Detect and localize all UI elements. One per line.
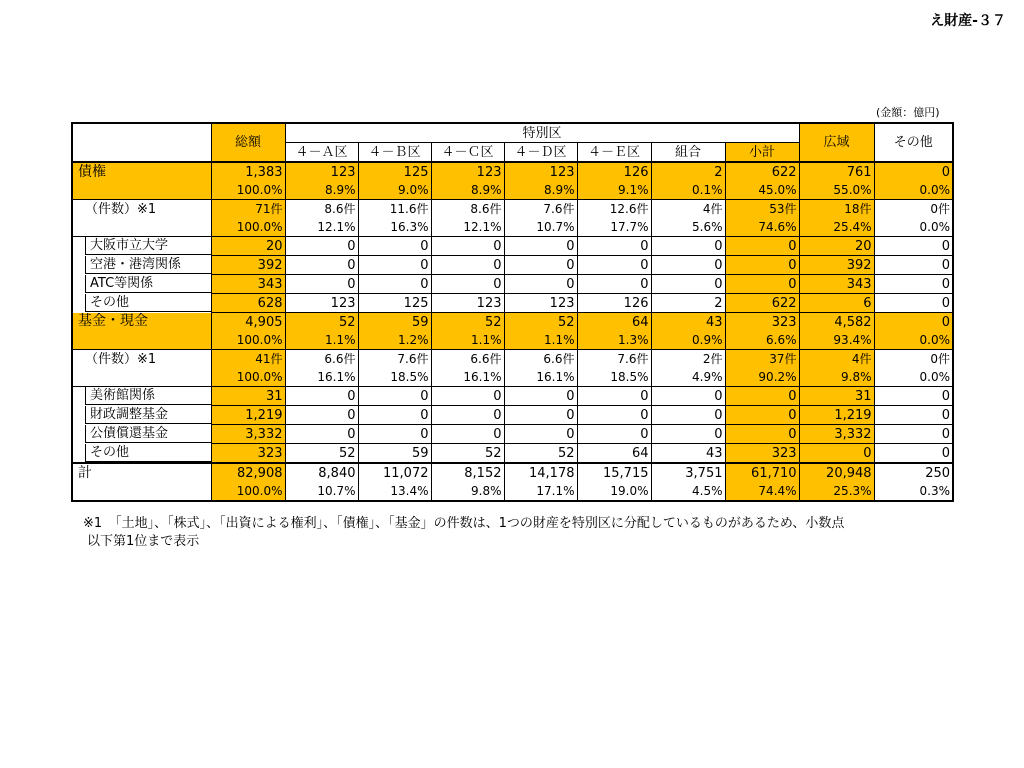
kikin-count-share-row [72, 368, 953, 387]
saiken-sub-1-ward-4d: 0 [504, 237, 577, 256]
kikin-sub-2-other: 0 [874, 406, 953, 425]
saiken-sub-1-wide: 20 [799, 237, 874, 256]
kikin-amount-ward-4a: 52 [285, 313, 358, 332]
kikin-count-label: （件数）※1 [85, 351, 157, 367]
header-ward-4b: ４－Ｂ区 [358, 143, 431, 163]
saiken-share-row [72, 181, 953, 200]
kikin-share-ward-4b: 1.2% [358, 331, 431, 350]
grand-total-share-ward-4e: 19.0% [577, 482, 651, 501]
kikin-sub-2-row [72, 406, 953, 425]
kikin-sub-3-ward-4d: 0 [504, 425, 577, 444]
saiken-count-other: 0件 [874, 200, 953, 219]
saiken-sub-3-other: 0 [874, 275, 953, 294]
saiken-amount-label-cell [72, 162, 211, 181]
saiken-sub-3-label-cell [72, 275, 211, 294]
grand-total-share-other: 0.3% [874, 482, 953, 501]
kikin-sub-3-ward-4b: 0 [358, 425, 431, 444]
header-total: 総額 [211, 123, 285, 162]
saiken-sub-1-total: 20 [211, 237, 285, 256]
kikin-sub-2-label-cell [72, 406, 211, 425]
kikin-count-share-ward-4b: 18.5% [358, 368, 431, 387]
kikin-amount-label-cell [72, 313, 211, 332]
kikin-share-ward-4a: 1.1% [285, 331, 358, 350]
saiken-share-label-cell [72, 181, 211, 200]
header-ward-4a: ４－Ａ区 [285, 143, 358, 163]
saiken-sub-1-union: 0 [651, 237, 725, 256]
kikin-sub-3-ward-4a: 0 [285, 425, 358, 444]
saiken-sub-4-wide: 6 [799, 294, 874, 313]
kikin-amount-total: 4,905 [211, 313, 285, 332]
saiken-sub-2-total: 392 [211, 256, 285, 275]
kikin-sub-3-ward-4c: 0 [431, 425, 504, 444]
kikin-sub-1-row [72, 387, 953, 406]
saiken-count-row [72, 200, 953, 219]
kikin-sub-1-total: 31 [211, 387, 285, 406]
kikin-sub-1-ward-4a: 0 [285, 387, 358, 406]
kikin-sub-1-ward-4c: 0 [431, 387, 504, 406]
kikin-count-share-ward-4a: 16.1% [285, 368, 358, 387]
saiken-sub-4-row [72, 294, 953, 313]
kikin-count-share-total: 100.0% [211, 368, 285, 387]
kikin-count-share-union: 4.9% [651, 368, 725, 387]
kikin-count-wide: 4件 [799, 350, 874, 369]
grand-total-ward-4a: 8,840 [285, 463, 358, 482]
saiken-amount-other: 0 [874, 162, 953, 181]
saiken-sub-4-union: 2 [651, 294, 725, 313]
grand-total-union: 3,751 [651, 463, 725, 482]
grand-total-total: 82,908 [211, 463, 285, 482]
saiken-count-ward-4e: 12.6件 [577, 200, 651, 219]
unit-note: (金額：億円) [876, 106, 940, 119]
saiken-sub-2-ward-4c: 0 [431, 256, 504, 275]
kikin-share-ward-4c: 1.1% [431, 331, 504, 350]
saiken-sub-4-other: 0 [874, 294, 953, 313]
kikin-amount-ward-4e: 64 [577, 313, 651, 332]
grand-total-ward-4b: 11,072 [358, 463, 431, 482]
saiken-count-wide: 18件 [799, 200, 874, 219]
kikin-share-other: 0.0% [874, 331, 953, 350]
saiken-count-ward-4c: 8.6件 [431, 200, 504, 219]
kikin-count-ward-4b: 7.6件 [358, 350, 431, 369]
saiken-amount-ward-4a: 123 [285, 162, 358, 181]
grand-total-share-subtotal: 74.4% [725, 482, 799, 501]
saiken-sub-2-row [72, 256, 953, 275]
kikin-sub-2-wide: 1,219 [799, 406, 874, 425]
kikin-sub-3-ward-4e: 0 [577, 425, 651, 444]
kikin-sub-2-ward-4e: 0 [577, 406, 651, 425]
kikin-sub-1-ward-4d: 0 [504, 387, 577, 406]
saiken-sub-3-total: 343 [211, 275, 285, 294]
saiken-sub-4-subtotal: 622 [725, 294, 799, 313]
saiken-share-other: 0.0% [874, 181, 953, 200]
saiken-sub-1-row [72, 237, 953, 256]
kikin-sub-4-label: その他 [85, 444, 211, 462]
saiken-sub-4-total: 628 [211, 294, 285, 313]
saiken-count-label: （件数）※1 [85, 201, 157, 217]
saiken-count-total: 71件 [211, 200, 285, 219]
saiken-sub-4-label: その他 [85, 294, 211, 312]
kikin-share-ward-4e: 1.3% [577, 331, 651, 350]
grand-total-other: 250 [874, 463, 953, 482]
saiken-sub-4-ward-4e: 126 [577, 294, 651, 313]
saiken-share-ward-4a: 8.9% [285, 181, 358, 200]
kikin-amount-row [72, 313, 953, 332]
saiken-share-ward-4e: 9.1% [577, 181, 651, 200]
kikin-sub-1-other: 0 [874, 387, 953, 406]
header-special-ward: 特別区 [285, 123, 799, 143]
kikin-sub-4-total: 323 [211, 444, 285, 464]
kikin-sub-4-ward-4d: 52 [504, 444, 577, 464]
saiken-amount-union: 2 [651, 162, 725, 181]
saiken-sub-2-ward-4b: 0 [358, 256, 431, 275]
saiken-share-union: 0.1% [651, 181, 725, 200]
saiken-count-ward-4d: 7.6件 [504, 200, 577, 219]
kikin-sub-3-label: 公債償還基金 [85, 425, 211, 443]
kikin-share-label-cell [72, 331, 211, 350]
kikin-sub-1-label: 美術館関係 [85, 387, 211, 405]
kikin-amount-wide: 4,582 [799, 313, 874, 332]
kikin-sub-2-total: 1,219 [211, 406, 285, 425]
kikin-amount-label: 基金・現金 [78, 313, 148, 330]
grand-total-share-ward-4a: 10.7% [285, 482, 358, 501]
header-ward-4d: ４－Ｄ区 [504, 143, 577, 163]
kikin-sub-2-ward-4a: 0 [285, 406, 358, 425]
saiken-amount-subtotal: 622 [725, 162, 799, 181]
saiken-count-share-row [72, 218, 953, 237]
saiken-sub-4-ward-4b: 125 [358, 294, 431, 313]
header-corner [72, 123, 211, 162]
kikin-sub-4-label-cell [72, 444, 211, 464]
page-number: え財産-３７ [930, 13, 1006, 29]
saiken-sub-1-ward-4c: 0 [431, 237, 504, 256]
kikin-amount-ward-4c: 52 [431, 313, 504, 332]
kikin-sub-4-ward-4b: 59 [358, 444, 431, 464]
saiken-sub-2-label-cell [72, 256, 211, 275]
saiken-sub-3-row [72, 275, 953, 294]
grand-total-ward-4d: 14,178 [504, 463, 577, 482]
saiken-count-ward-4b: 11.6件 [358, 200, 431, 219]
saiken-amount-ward-4b: 125 [358, 162, 431, 181]
kikin-share-subtotal: 6.6% [725, 331, 799, 350]
kikin-count-share-label-cell [72, 368, 211, 387]
saiken-sub-3-union: 0 [651, 275, 725, 294]
saiken-sub-2-subtotal: 0 [725, 256, 799, 275]
kikin-sub-3-other: 0 [874, 425, 953, 444]
saiken-count-share-union: 5.6% [651, 218, 725, 237]
saiken-sub-2-wide: 392 [799, 256, 874, 275]
kikin-sub-3-total: 3,332 [211, 425, 285, 444]
kikin-sub-2-label: 財政調整基金 [85, 406, 211, 424]
saiken-count-share-other: 0.0% [874, 218, 953, 237]
kikin-count-label-cell [72, 350, 211, 369]
saiken-sub-3-subtotal: 0 [725, 275, 799, 294]
grand-total-share-row [72, 482, 953, 501]
saiken-count-share-ward-4e: 17.7% [577, 218, 651, 237]
header-other: その他 [874, 123, 953, 162]
kikin-sub-1-label-cell [72, 387, 211, 406]
kikin-sub-1-union: 0 [651, 387, 725, 406]
kikin-count-ward-4a: 6.6件 [285, 350, 358, 369]
grand-total-share-ward-4c: 9.8% [431, 482, 504, 501]
saiken-sub-1-ward-4b: 0 [358, 237, 431, 256]
kikin-sub-4-subtotal: 323 [725, 444, 799, 464]
saiken-sub-4-ward-4a: 123 [285, 294, 358, 313]
kikin-share-ward-4d: 1.1% [504, 331, 577, 350]
grand-total-wide: 20,948 [799, 463, 874, 482]
grand-total-ward-4e: 15,715 [577, 463, 651, 482]
grand-total-share-wide: 25.3% [799, 482, 874, 501]
kikin-count-ward-4c: 6.6件 [431, 350, 504, 369]
kikin-sub-1-wide: 31 [799, 387, 874, 406]
grand-total-row [72, 463, 953, 482]
footnote [83, 515, 963, 551]
saiken-sub-4-ward-4d: 123 [504, 294, 577, 313]
saiken-count-union: 4件 [651, 200, 725, 219]
kikin-count-row [72, 350, 953, 369]
saiken-share-total: 100.0% [211, 181, 285, 200]
saiken-amount-ward-4e: 126 [577, 162, 651, 181]
header-subtotal: 小計 [725, 143, 799, 163]
saiken-sub-3-wide: 343 [799, 275, 874, 294]
saiken-amount-wide: 761 [799, 162, 874, 181]
saiken-sub-2-union: 0 [651, 256, 725, 275]
kikin-amount-ward-4d: 52 [504, 313, 577, 332]
saiken-sub-1-other: 0 [874, 237, 953, 256]
saiken-amount-row [72, 162, 953, 181]
grand-total-ward-4c: 8,152 [431, 463, 504, 482]
saiken-sub-1-ward-4e: 0 [577, 237, 651, 256]
kikin-sub-4-ward-4c: 52 [431, 444, 504, 464]
saiken-sub-3-ward-4d: 0 [504, 275, 577, 294]
kikin-amount-subtotal: 323 [725, 313, 799, 332]
saiken-count-share-label-cell [72, 218, 211, 237]
kikin-count-other: 0件 [874, 350, 953, 369]
header-ward-4c: ４－Ｃ区 [431, 143, 504, 163]
saiken-count-share-wide: 25.4% [799, 218, 874, 237]
kikin-sub-4-other: 0 [874, 444, 953, 464]
saiken-sub-2-other: 0 [874, 256, 953, 275]
kikin-sub-3-union: 0 [651, 425, 725, 444]
grand-total-share-ward-4b: 13.4% [358, 482, 431, 501]
saiken-share-subtotal: 45.0% [725, 181, 799, 200]
saiken-sub-3-label: ATC等関係 [85, 275, 211, 293]
kikin-count-share-ward-4e: 18.5% [577, 368, 651, 387]
kikin-sub-1-ward-4b: 0 [358, 387, 431, 406]
grand-total-subtotal: 61,710 [725, 463, 799, 482]
saiken-amount-ward-4c: 123 [431, 162, 504, 181]
saiken-amount-total: 1,383 [211, 162, 285, 181]
kikin-amount-ward-4b: 59 [358, 313, 431, 332]
saiken-sub-3-ward-4e: 0 [577, 275, 651, 294]
kikin-share-row [72, 331, 953, 350]
saiken-sub-1-subtotal: 0 [725, 237, 799, 256]
kikin-count-total: 41件 [211, 350, 285, 369]
kikin-count-subtotal: 37件 [725, 350, 799, 369]
saiken-sub-3-ward-4a: 0 [285, 275, 358, 294]
saiken-sub-2-ward-4d: 0 [504, 256, 577, 275]
saiken-sub-2-ward-4e: 0 [577, 256, 651, 275]
grand-total-label: 計 [78, 464, 92, 481]
saiken-count-ward-4a: 8.6件 [285, 200, 358, 219]
saiken-share-wide: 55.0% [799, 181, 874, 200]
grand-total-share-ward-4d: 17.1% [504, 482, 577, 501]
kikin-sub-4-row [72, 444, 953, 464]
finance-table [71, 122, 954, 502]
saiken-count-share-ward-4b: 16.3% [358, 218, 431, 237]
kikin-sub-2-ward-4c: 0 [431, 406, 504, 425]
saiken-count-label-cell [72, 200, 211, 219]
kikin-sub-4-ward-4a: 52 [285, 444, 358, 464]
kikin-count-ward-4d: 6.6件 [504, 350, 577, 369]
kikin-sub-3-label-cell [72, 425, 211, 444]
saiken-sub-4-ward-4c: 123 [431, 294, 504, 313]
kikin-count-share-subtotal: 90.2% [725, 368, 799, 387]
saiken-share-ward-4b: 9.0% [358, 181, 431, 200]
saiken-sub-3-ward-4c: 0 [431, 275, 504, 294]
kikin-count-share-wide: 9.8% [799, 368, 874, 387]
saiken-sub-3-ward-4b: 0 [358, 275, 431, 294]
saiken-count-share-subtotal: 74.6% [725, 218, 799, 237]
saiken-amount-ward-4d: 123 [504, 162, 577, 181]
saiken-share-ward-4d: 8.9% [504, 181, 577, 200]
kikin-count-share-ward-4d: 16.1% [504, 368, 577, 387]
kikin-sub-1-subtotal: 0 [725, 387, 799, 406]
saiken-sub-1-label: 大阪市立大学 [85, 237, 211, 255]
saiken-sub-1-label-cell [72, 237, 211, 256]
grand-total-share-union: 4.5% [651, 482, 725, 501]
header-ward-4e: ４－Ｅ区 [577, 143, 651, 163]
saiken-count-share-ward-4d: 10.7% [504, 218, 577, 237]
kikin-sub-3-wide: 3,332 [799, 425, 874, 444]
kikin-amount-other: 0 [874, 313, 953, 332]
kikin-count-share-other: 0.0% [874, 368, 953, 387]
saiken-count-subtotal: 53件 [725, 200, 799, 219]
kikin-share-total: 100.0% [211, 331, 285, 350]
saiken-count-share-ward-4c: 12.1% [431, 218, 504, 237]
kikin-sub-4-union: 43 [651, 444, 725, 464]
kikin-share-union: 0.9% [651, 331, 725, 350]
saiken-sub-2-ward-4a: 0 [285, 256, 358, 275]
kikin-share-wide: 93.4% [799, 331, 874, 350]
grand-total-share-label-cell [72, 482, 211, 501]
kikin-count-share-ward-4c: 16.1% [431, 368, 504, 387]
kikin-sub-2-union: 0 [651, 406, 725, 425]
saiken-share-ward-4c: 8.9% [431, 181, 504, 200]
kikin-sub-3-row [72, 425, 953, 444]
kikin-sub-3-subtotal: 0 [725, 425, 799, 444]
header-union: 組合 [651, 143, 725, 163]
kikin-sub-2-ward-4b: 0 [358, 406, 431, 425]
kikin-sub-2-ward-4d: 0 [504, 406, 577, 425]
kikin-amount-union: 43 [651, 313, 725, 332]
saiken-count-share-total: 100.0% [211, 218, 285, 237]
kikin-sub-4-wide: 0 [799, 444, 874, 464]
saiken-sub-2-label: 空港・港湾関係 [85, 256, 211, 274]
header-wide: 広域 [799, 123, 874, 162]
saiken-sub-4-label-cell [72, 294, 211, 313]
footnote-line-1: ※1 「土地」、「株式」、「出資による権利」、「債権」、「基金」の件数は、1つの財産を特別区に分配しているものがあるため、小数点 [83, 516, 845, 531]
footnote-line-2: 以下第1位まで表示 [87, 534, 200, 549]
grand-total-label-cell [72, 463, 211, 482]
saiken-amount-label: 債権 [78, 163, 106, 180]
grand-total-share-total: 100.0% [211, 482, 285, 501]
kikin-sub-2-subtotal: 0 [725, 406, 799, 425]
kikin-count-ward-4e: 7.6件 [577, 350, 651, 369]
saiken-count-share-ward-4a: 12.1% [285, 218, 358, 237]
kikin-count-union: 2件 [651, 350, 725, 369]
kikin-sub-4-ward-4e: 64 [577, 444, 651, 464]
saiken-sub-1-ward-4a: 0 [285, 237, 358, 256]
kikin-sub-1-ward-4e: 0 [577, 387, 651, 406]
